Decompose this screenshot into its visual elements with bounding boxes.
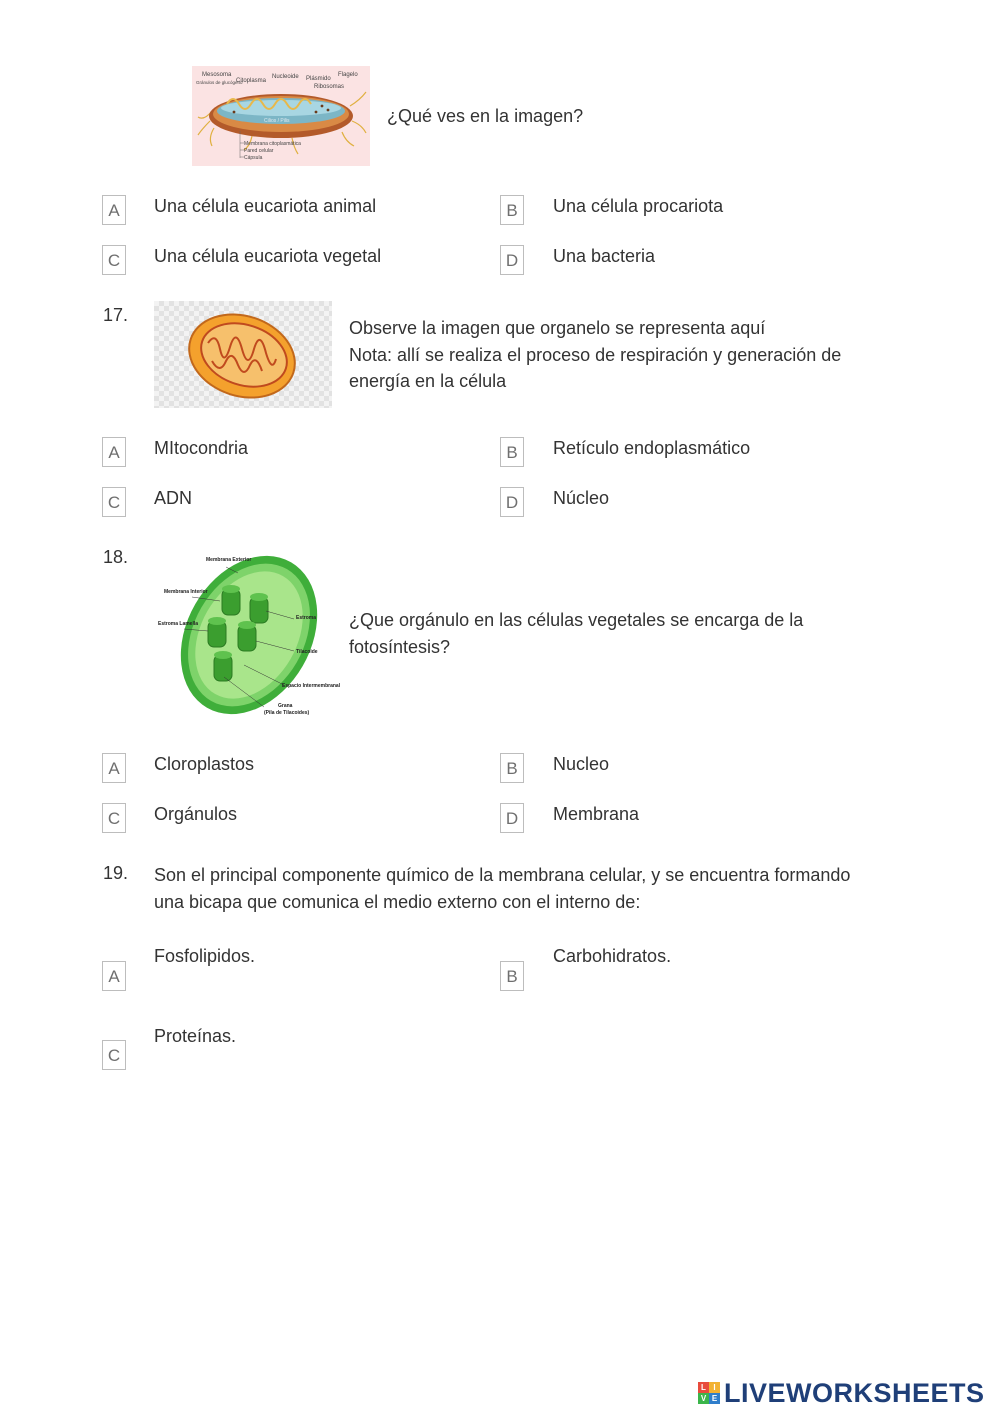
label-estroma-lamella: Estroma Lamella: [158, 621, 199, 627]
label-estroma: Estroma: [296, 615, 317, 621]
liveworksheets-logo-icon: L I V E: [698, 1382, 720, 1404]
label-membrana: Membrana citoplasmática: [244, 141, 301, 147]
label-pila-tilacoides: (Pila de Tilacoides): [264, 710, 310, 716]
liveworksheets-logo-text: LIVEWORKSHEETS: [724, 1377, 985, 1408]
label-espacio-intermembranal: Espacio Intermembranal: [282, 683, 341, 689]
label-citoplasma: Citoplasma: [236, 78, 267, 84]
label-membrana-exterior: Membrana Exterior: [206, 557, 252, 563]
label-cilios: Cilios / Pilis: [264, 118, 290, 124]
label-membrana-interior: Membrana Interior: [164, 589, 208, 595]
label-pared: Pared celular: [244, 148, 274, 154]
q17-option-b-text: Retículo endoplasmático: [553, 438, 751, 458]
question-17-line3: energía en la célula: [349, 371, 507, 391]
q16-option-c-box[interactable]: C: [102, 245, 126, 275]
q17-option-a-text: MItocondria: [154, 438, 249, 458]
question-16-text: ¿Qué ves en la imagen?: [387, 106, 584, 126]
label-ribosomas: Ribosomas: [314, 84, 345, 90]
label-capsula: Cápsula: [244, 155, 263, 161]
question-17-number: 17.: [103, 305, 129, 325]
question-17-line1: Observe la imagen que organelo se representa aquí: [349, 318, 766, 338]
q19-option-a-box[interactable]: A: [102, 961, 126, 991]
q18-option-d-box[interactable]: D: [500, 803, 524, 833]
q19-option-c-text: Proteínas.: [154, 1026, 237, 1046]
q19-option-a-text: Fosfolipidos.: [154, 946, 256, 966]
q17-option-b-box[interactable]: B: [500, 437, 524, 467]
question-17-line2: Nota: allí se realiza el proceso de respiración y generación de: [349, 345, 842, 365]
q18-option-d-text: Membrana: [553, 804, 640, 824]
q19-option-b-text: Carbohidratos.: [553, 946, 672, 966]
q17-option-d-text: Núcleo: [553, 488, 610, 508]
label-plasmido: Plásmido: [306, 76, 331, 82]
q16-option-d-box[interactable]: D: [500, 245, 524, 275]
q16-option-b-box[interactable]: B: [500, 195, 524, 225]
label-nucleoide: Nucleoide: [272, 74, 299, 80]
q18-option-a-text: Cloroplastos: [154, 754, 255, 774]
q17-option-c-box[interactable]: C: [102, 487, 126, 517]
q16-option-a-box[interactable]: A: [102, 195, 126, 225]
label-tilacoide: Tilacoide: [296, 649, 318, 655]
q17-option-d-box[interactable]: D: [500, 487, 524, 517]
q18-option-b-box[interactable]: B: [500, 753, 524, 783]
q16-option-c-text: Una célula eucariota vegetal: [154, 246, 382, 266]
prokaryote-diagram-image: [192, 66, 370, 166]
question-18-line2: fotosíntesis?: [349, 637, 451, 657]
label-mesosoma: Mesosoma: [202, 72, 232, 78]
label-flagelo: Flagelo: [338, 72, 358, 78]
q18-option-b-text: Nucleo: [553, 754, 610, 774]
q16-option-d-text: Una bacteria: [553, 246, 656, 266]
q17-option-c-text: ADN: [154, 488, 193, 508]
q19-option-c-box[interactable]: C: [102, 1040, 126, 1070]
q16-option-a-text: Una célula eucariota animal: [154, 196, 377, 216]
q18-option-c-box[interactable]: C: [102, 803, 126, 833]
question-19-line1: Son el principal componente químico de la membrana celular, y se encuentra formando: [154, 865, 851, 885]
q18-option-c-text: Orgánulos: [154, 804, 238, 824]
mitochondria-image: [154, 301, 332, 408]
question-19-number: 19.: [103, 863, 129, 883]
q17-option-a-box[interactable]: A: [102, 437, 126, 467]
liveworksheets-logo[interactable]: [698, 1378, 985, 1408]
question-18-number: 18.: [103, 547, 129, 567]
label-grana: Grana: [278, 703, 293, 709]
q19-option-b-box[interactable]: B: [500, 961, 524, 991]
question-19-line2: una bicapa que comunica el medio externo con el interno de:: [154, 892, 641, 912]
q18-option-a-box[interactable]: A: [102, 753, 126, 783]
label-granulos: Gránulos de glucógeno: [196, 80, 243, 85]
question-18-line1: ¿Que orgánulo en las células vegetales se encarga de la: [349, 610, 804, 630]
chloroplast-diagram-image: [154, 545, 341, 723]
q16-option-b-text: Una célula procariota: [553, 196, 724, 216]
